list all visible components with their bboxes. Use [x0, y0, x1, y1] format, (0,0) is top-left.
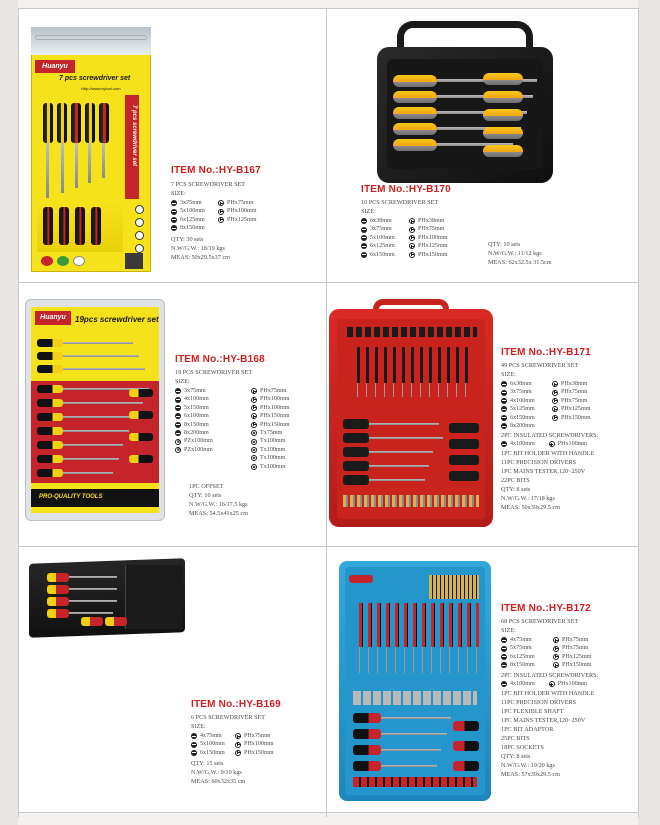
- size-list-phillips: PHx75mm PHx100mm PHx125mm: [218, 199, 256, 224]
- phillips-tip-icon: [251, 405, 257, 411]
- insulated-sizes: 4x100mm PHx100mm: [501, 680, 587, 688]
- slotted-tip-icon: [501, 646, 507, 652]
- slotted-tip-icon: [361, 235, 367, 241]
- phillips-tip-icon: [218, 217, 224, 223]
- torx-tip-icon: [251, 439, 257, 445]
- product-cell-hy-b167: [19, 9, 326, 282]
- size-list-flat: 3x75mm 5x100mm 6x125mm 8x150mm: [171, 199, 205, 233]
- product-image-blue-case: [339, 561, 491, 801]
- slotted-tip-icon: [171, 209, 177, 215]
- brand-logo: Huanyu: [35, 311, 71, 325]
- slotted-tip-icon: [501, 441, 507, 447]
- phillips-tip-icon: [218, 200, 224, 206]
- phillips-tip-icon: [235, 742, 241, 748]
- slotted-tip-icon: [191, 750, 197, 756]
- phillips-tip-icon: [251, 397, 257, 403]
- shipping-info: 1PC OFFSET QTY: 10 sets N.W/G.W.: 16/17.5 kgs MEAS: 54.5x41x25 cm: [189, 483, 248, 517]
- slotted-tip-icon: [501, 390, 507, 396]
- torx-tip-icon: [251, 430, 257, 436]
- size-list-phillips: PHx75mm PHx75mm PHx125mm PHx150mm: [553, 636, 591, 670]
- size-list-flat: 6x38mm 3x75mm 4x100mm 5x125mm 6x150mm 8x200mm: [501, 380, 535, 430]
- product-description: [171, 180, 245, 198]
- set-name: 49 PCS SCREWDRIVER SET: [501, 362, 579, 369]
- size-list-phillips-torx: PHx75mm PHx100mm PHx100mm PHx150mm PHx150mm Tx75mm Tx100mm Tx100mm Tx100mm Tx100mm: [251, 387, 289, 471]
- slotted-tip-icon: [501, 406, 507, 412]
- phillips-tip-icon: [251, 422, 257, 428]
- slotted-tip-icon: [171, 200, 177, 206]
- item-number: ITEM No.:HY-B169: [191, 699, 281, 710]
- torx-tip-icon: [251, 447, 257, 453]
- slotted-tip-icon: [175, 405, 181, 411]
- phillips-tip-icon: [553, 646, 559, 652]
- phillips-tip-icon: [552, 398, 558, 404]
- item-number: ITEM No.:HY-B172: [501, 603, 591, 614]
- product-image-blister-pack: [25, 299, 165, 521]
- phillips-tip-icon: [552, 406, 558, 412]
- size-list-flat: 4x75mm 5x100mm 6x150mm: [191, 732, 225, 757]
- set-name: 10 PCS SCREWDRIVER SET: [361, 199, 439, 206]
- size-list-phillips: PHx38mm PHx75mm PHx100mm PHx125mm PHx150mm: [409, 217, 447, 259]
- phillips-tip-icon: [409, 235, 415, 241]
- size-label: SIZE:: [501, 371, 516, 378]
- slotted-tip-icon: [175, 430, 181, 436]
- slotted-tip-icon: [501, 654, 507, 660]
- phillips-tip-icon: [235, 750, 241, 756]
- product-description: [191, 713, 265, 731]
- product-description: [175, 368, 252, 386]
- phillips-tip-icon: [553, 654, 559, 660]
- insulated-sizes: 4x100mm PHx100mm: [501, 440, 587, 448]
- shipping-info: QTY: 15 sets N.W/G.W.: 9/10 kgs MEAS: 60x32x35 cm: [191, 760, 246, 785]
- product-cell-hy-b172: [327, 547, 638, 812]
- size-list-phillips: PHx38mm PHx75mm PHx75mm PHx125mm PHx150mm: [552, 380, 590, 422]
- size-label: SIZE:: [191, 723, 206, 730]
- pack-url: Http://www.hytool.com: [81, 86, 121, 91]
- size-label: SIZE:: [175, 378, 190, 385]
- accessories-and-shipping: 1PC BIT HOLDER WITH HANDLE 11PC PRECISION DRIVERS 1PC FLEXIBLE SHAFT 1PC MAINS TESTER,120~250V 1PC BIT ADAPTOR 25PC BITS 18PC SOCKETS QTY: 8 sets N.W/G.W.: 19/20 kgs MEAS: 57x39x29.5 cm: [501, 690, 595, 778]
- torx-tip-icon: [251, 464, 257, 470]
- slotted-tip-icon: [501, 381, 507, 387]
- slotted-tip-icon: [501, 415, 507, 421]
- phillips-tip-icon: [553, 637, 559, 643]
- product-image-carry-case: [371, 15, 561, 187]
- phillips-tip-icon: [235, 733, 241, 739]
- phillips-tip-icon: [549, 441, 555, 447]
- product-description: [501, 361, 578, 379]
- size-label: SIZE:: [171, 190, 186, 197]
- slotted-tip-icon: [501, 423, 507, 429]
- phillips-tip-icon: [409, 218, 415, 224]
- insulated-heading: 2PC INSULATED SCREWDRIVERS:: [501, 672, 599, 679]
- pack-set-title: 7 pcs screwdriver set: [59, 75, 131, 82]
- slotted-tip-icon: [361, 243, 367, 249]
- phillips-tip-icon: [552, 415, 558, 421]
- pack-set-title: 19pcs screwdriver set: [75, 315, 159, 324]
- slotted-tip-icon: [361, 252, 367, 258]
- phillips-tip-icon: [251, 413, 257, 419]
- slotted-tip-icon: [175, 422, 181, 428]
- size-label: SIZE:: [501, 627, 516, 634]
- slotted-tip-icon: [175, 413, 181, 419]
- product-cell-hy-b168: [19, 283, 326, 546]
- slotted-tip-icon: [501, 398, 507, 404]
- slotted-tip-icon: [171, 217, 177, 223]
- phillips-tip-icon: [549, 681, 555, 687]
- item-number: ITEM No.:HY-B170: [361, 184, 451, 195]
- size-list-phillips: PHx75mm PHx100mm PHx150mm: [235, 732, 273, 757]
- slotted-tip-icon: [191, 742, 197, 748]
- pozidriv-tip-icon: [175, 447, 181, 453]
- shipping-info: QTY: 30 sets N.W/G.W.: 18/19 kgs MEAS: 50x29.5x37 cm: [171, 236, 230, 261]
- product-cell-hy-b171: [327, 283, 638, 546]
- phillips-tip-icon: [251, 388, 257, 394]
- slotted-tip-icon: [175, 397, 181, 403]
- slotted-tip-icon: [501, 681, 507, 687]
- grid-divider-right: [638, 8, 639, 817]
- set-name: 6 PCS SCREWDRIVER SET: [191, 714, 266, 721]
- product-image-roll-pouch: [29, 561, 185, 635]
- product-image-blister-pack: [21, 15, 165, 273]
- phillips-tip-icon: [409, 227, 415, 233]
- background-left-strip: [0, 0, 18, 825]
- item-number: ITEM No.:HY-B168: [175, 354, 265, 365]
- slotted-tip-icon: [171, 225, 177, 231]
- phillips-tip-icon: [552, 381, 558, 387]
- torx-tip-icon: [251, 455, 257, 461]
- pack-side-title-text: 7 pcs screwdriver set: [131, 105, 137, 167]
- set-name: 68 PCS SCREWDRIVER SET: [501, 618, 579, 625]
- insulated-heading: 2PC INSULATED SCREWDRIVERS:: [501, 432, 599, 439]
- phillips-tip-icon: [409, 243, 415, 249]
- product-cell-hy-b170: [327, 9, 638, 282]
- size-list-flat: 4x75mm 5x75mm 6x125mm 8x150mm: [501, 636, 535, 670]
- grid-divider-bottom: [18, 812, 638, 813]
- set-name: 19 PCS SCREWDRIVER SET: [175, 369, 253, 376]
- background-right-strip: [638, 0, 660, 825]
- brand-logo: Huanyu: [35, 60, 75, 73]
- pack-footer: PRO-QUALITY TOOLS: [39, 494, 103, 500]
- phillips-tip-icon: [552, 390, 558, 396]
- slotted-tip-icon: [361, 227, 367, 233]
- slotted-tip-icon: [501, 637, 507, 643]
- accessories-and-shipping: 1PC BIT HOLDER WITH HANDLE 11PC PRECISION DRIVERS 1PC MAINS TESTER,120~250V 22PC BITS QTY: 8 sets N.W/G.W.: 17/18 kgs MEAS: 50x39x29.5 cm: [501, 450, 595, 511]
- shipping-info: QTY: 10 sets N.W/G.W.: 11/12 kgs MEAS: 62x32.5x 31.5cm: [488, 241, 552, 266]
- slotted-tip-icon: [501, 662, 507, 668]
- product-description: [501, 617, 578, 635]
- phillips-tip-icon: [218, 209, 224, 215]
- pozidriv-tip-icon: [175, 439, 181, 445]
- item-number: ITEM No.:HY-B167: [171, 165, 261, 176]
- size-list-flat: 6x38mm 3x75mm 5x100mm 6x125mm 6x150mm: [361, 217, 395, 259]
- product-image-red-case: [329, 299, 493, 529]
- phillips-tip-icon: [553, 662, 559, 668]
- set-name: 7 PCS SCREWDRIVER SET: [171, 181, 246, 188]
- size-label: SIZE:: [361, 208, 376, 215]
- slotted-tip-icon: [191, 733, 197, 739]
- slotted-tip-icon: [175, 388, 181, 394]
- product-description: [361, 198, 438, 216]
- slotted-tip-icon: [361, 218, 367, 224]
- product-cell-hy-b169: [19, 547, 326, 812]
- item-number: ITEM No.:HY-B171: [501, 347, 591, 358]
- size-list-flat: 3x75mm 4x100mm 5x150mm 6x100mm 8x150mm 8x200mm PZx100mm PZx100mm: [175, 387, 213, 454]
- phillips-tip-icon: [409, 252, 415, 258]
